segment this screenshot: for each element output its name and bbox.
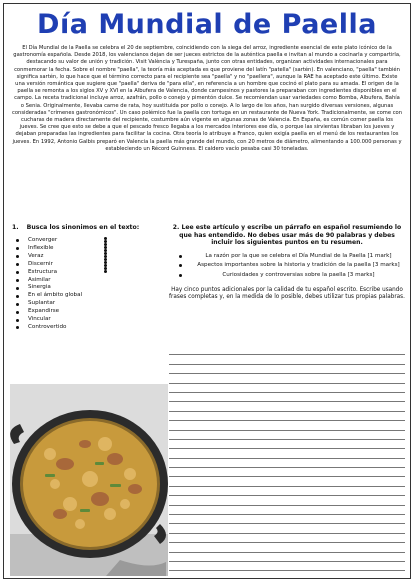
answer-blank[interactable] (94, 270, 154, 273)
question-1-heading (12, 224, 162, 232)
bullet-icon (16, 287, 19, 290)
summary-points (169, 253, 405, 279)
bullet-icon (16, 279, 19, 282)
word-item: Suplantar (12, 300, 94, 308)
word-item: Inflexible (12, 245, 94, 253)
word-item: Sinergia (12, 284, 94, 292)
bullet-icon (16, 263, 19, 266)
bullet-icon (16, 319, 19, 322)
question-1 (12, 224, 162, 332)
paella-photo (10, 384, 168, 576)
bullet-icon (16, 295, 19, 298)
writing-line[interactable] (169, 477, 405, 486)
word-item: Asimilar (12, 277, 94, 285)
writing-line[interactable] (169, 524, 405, 533)
writing-line[interactable] (169, 515, 405, 524)
summary-point: La razón por la que se celebra el Día Mundial de la Paella [1 mark] (169, 253, 405, 260)
writing-line[interactable] (169, 543, 405, 552)
writing-line[interactable] (169, 393, 405, 402)
writing-line[interactable] (169, 562, 405, 571)
writing-line[interactable] (169, 440, 405, 449)
quality-note: Hay cinco puntos adicionales por la calidad de tu español escrito. Escribe usando frases completas y, en la medida de lo posible, debes utilizar tus propias palabras. (169, 287, 405, 301)
exercise-section (4, 224, 410, 578)
writing-line[interactable] (169, 365, 405, 374)
bullet-icon (16, 326, 19, 329)
writing-line[interactable] (169, 449, 405, 458)
writing-lines[interactable] (169, 346, 405, 571)
writing-line[interactable] (169, 384, 405, 393)
writing-line[interactable] (169, 402, 405, 411)
question-2-heading: 2. Lee este artículo y escribe un párrafo en español resumiendo lo que has entendido. No debes usar más de 90 palabras y debes incluir los siguientes puntos en tu resumen. (172, 224, 402, 247)
writing-line[interactable] (169, 355, 405, 364)
word-item: En el ámbito global (12, 292, 94, 300)
question-1-text: Busca los sinonimos en el texto: (26, 224, 140, 231)
word-column (12, 237, 94, 332)
writing-line[interactable] (169, 346, 405, 355)
word-item: Vincular (12, 316, 94, 324)
word-item: Discernir (12, 261, 94, 269)
bullet-icon (16, 303, 19, 306)
bullet-icon (16, 239, 19, 242)
writing-line[interactable] (169, 459, 405, 468)
writing-line[interactable] (169, 553, 405, 562)
paella-pan-illustration (10, 384, 168, 576)
bullet-icon (179, 255, 182, 258)
word-item: Controvertido (12, 324, 94, 332)
page-title: Día Mundial de Paella (37, 9, 377, 40)
bullet-icon (179, 264, 182, 267)
bullet-icon (16, 271, 19, 274)
writing-line[interactable] (169, 468, 405, 477)
answer-column (94, 237, 154, 332)
word-item: Expandirse (12, 308, 94, 316)
worksheet-page (3, 3, 411, 579)
writing-line[interactable] (169, 374, 405, 383)
word-item: Estructura (12, 269, 94, 277)
bullet-icon (16, 247, 19, 250)
bullet-icon (16, 311, 19, 314)
writing-line[interactable] (169, 487, 405, 496)
writing-line[interactable] (169, 506, 405, 515)
bullet-icon (16, 255, 19, 258)
summary-point: Curiosidades y controversias sobre la paella [3 marks] (169, 272, 405, 279)
writing-line[interactable] (169, 431, 405, 440)
writing-line[interactable] (169, 421, 405, 430)
synonym-word-list (12, 237, 162, 332)
writing-line[interactable] (169, 534, 405, 543)
intro-paragraph: El Día Mundial de la Paella se celebra el 20 de septiembre, coincidiendo con la siega del arroz, ingrediente esencial de este plato icónico de la gastronomía española. Desde 2018, los valencianos dejan de ser jueces estrictos de la auténtica paella e invitan al mundo a cocinarla y compartirla, destacando su valor de unión y tradición. Visit València y Turespaña, junto con otras entidades, organizan actividades internacionales para conmemorar la fecha. Sobre el nombre "paella", la teoría más aceptada es que proviene del latín "patella" (sartén). En valenciano, "paella" también significa sartén, lo que hace que el término correcto para el recipiente sea "paella" y no "paellera", aunque la RAE ha aceptado este último. Existe una versión romántica que sugiere que "paella" deriva de "para ella", en referencia a un hombre que cocinó el plato para su amada. El origen de la paella se remonta a los siglos XV y XVI en la Albufera de Valencia, donde campesinos y pastores la preparaban con ingredientes disponibles en el campo. La receta tradicional incluye arroz, azafrán, pollo o conejo y pimentón dulce. Se recomiendan usar variedades como Bomba, Albufera, Bahía o Senia. Originalmente, llevaba carne de rata, hoy sustituida por pollo o conejo. A lo largo de los años, han surgido diversas versiones, algunas consideradas "crímenes gastronómicos". Un caso polémico fue la paella con tortuga en un restaurante de Nueva York. Tradicionalmente, se come con cucharas de madera directamente del recipiente, costumbre aún vigente en algunas zonas de Valencia. En España, es común comer paella los jueves. Se cree que esto se debe a que el pescado fresco llegaba a los mercados interiores ese día, o porque las sirvientas libraban los jueves y dejaban preparadas las ingredientes para facilitar la cocina. Otra teoría lo atribuye a Franco, quien exigía paella en el menú de los restaurantes los jueves. En 1992, Antonio Galbis preparó en Valencia la paella más grande del mundo, con 20 metros de diámetro, alimentando a 100.000 personas y estableciendo un Récord Guinness. El caldero vacío pesaba casi 30 toneladas. (12, 45, 403, 152)
writing-line[interactable] (169, 496, 405, 505)
word-item: Converger (12, 237, 94, 245)
writing-line[interactable] (169, 412, 405, 421)
summary-point: Aspectos importantes sobre la historia y tradición de la paella [3 marks] (169, 262, 405, 269)
question-2 (169, 224, 405, 302)
bullet-icon (179, 274, 182, 277)
question-1-number: 1. (12, 224, 19, 231)
bullet-icon (104, 270, 107, 273)
word-item: Veraz (12, 253, 94, 261)
